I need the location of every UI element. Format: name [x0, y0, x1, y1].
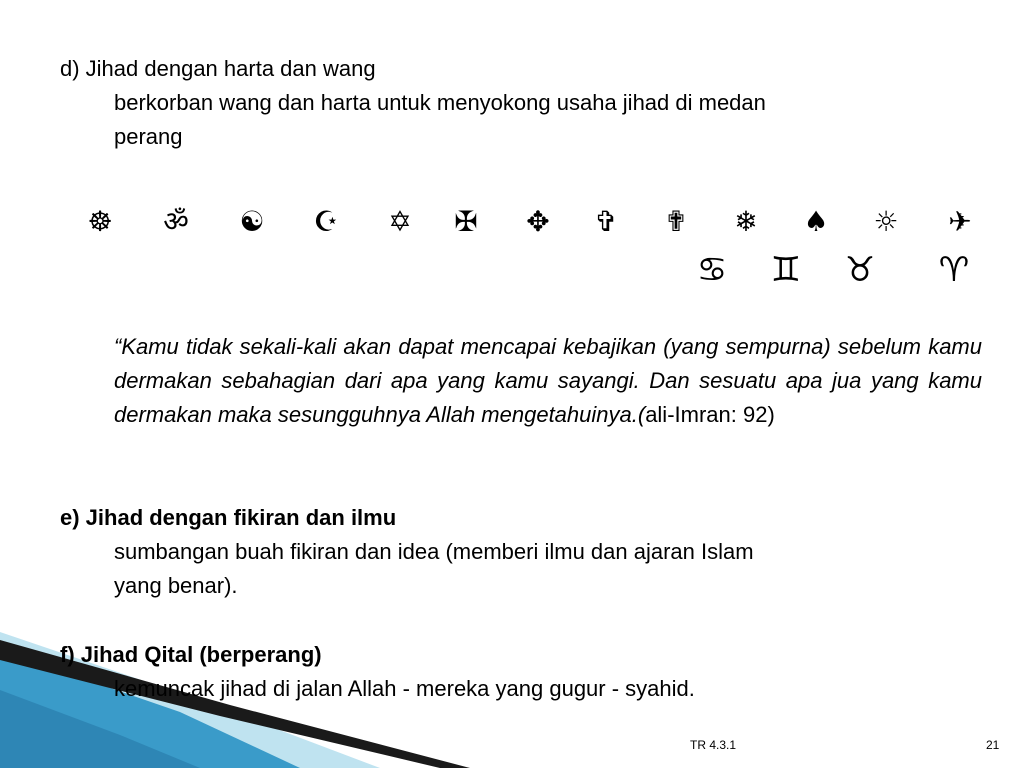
sun-icon: ☼	[873, 205, 899, 238]
section-e-body-line2: yang benar).	[114, 573, 238, 598]
section-d-heading: d) Jihad dengan harta dan wang	[60, 56, 376, 81]
droplet-icon: ♠	[803, 205, 829, 238]
gemini-icon: ♊	[770, 250, 802, 290]
outlined-cross-icon: ✟	[664, 205, 688, 238]
airplane-icon: ✈	[948, 205, 972, 238]
shadowed-cross-icon: ✞	[594, 205, 618, 238]
section-e-heading: e) Jihad dengan fikiran dan ilmu	[60, 505, 397, 530]
taurus-icon: ♉	[844, 250, 876, 290]
section-d-body-line2: perang	[114, 124, 183, 149]
section-f-body-line1: kemuncak jihad di jalan Allah - mereka yang gugur - syahid.	[114, 676, 695, 701]
om-icon: ॐ	[163, 205, 189, 238]
four-club-cross-icon: ✥	[526, 205, 550, 238]
yin-yang-icon: ☯	[239, 205, 265, 238]
page-number: 21	[986, 738, 1000, 752]
religious-symbols-row	[0, 206, 1024, 240]
quote-text: “Kamu tidak sekali-kali akan dapat mencapai kebajikan (yang sempurna) sebelum kamu dermakan sebahagian dari apa yang kamu sayangi. Dan sesuatu apa jua yang kamu dermakan maka sesungguhnya Allah mengetahuinya.(	[114, 334, 982, 427]
dharma-wheel-icon: ☸	[87, 205, 113, 238]
section-f-heading: f) Jihad Qital (berperang)	[60, 642, 322, 667]
quran-quote	[114, 330, 982, 432]
cancer-icon: ♋	[696, 250, 728, 290]
footer-code: TR 4.3.1	[690, 738, 737, 752]
snowflake-icon: ❄	[734, 205, 758, 238]
section-d-body-line1: berkorban wang dan harta untuk menyokong usaha jihad di medan	[114, 90, 766, 115]
star-of-david-icon: ✡	[388, 205, 412, 238]
crescent-star-icon: ☪	[313, 205, 339, 238]
quote-reference: ali-Imran: 92)	[645, 402, 775, 427]
section-e-body-line1: sumbangan buah fikiran dan idea (memberi ilmu dan ajaran Islam	[114, 539, 754, 564]
zodiac-symbols-row	[0, 250, 1024, 294]
aries-icon: ♈	[938, 250, 970, 290]
maltese-cross-icon: ✠	[454, 205, 478, 238]
